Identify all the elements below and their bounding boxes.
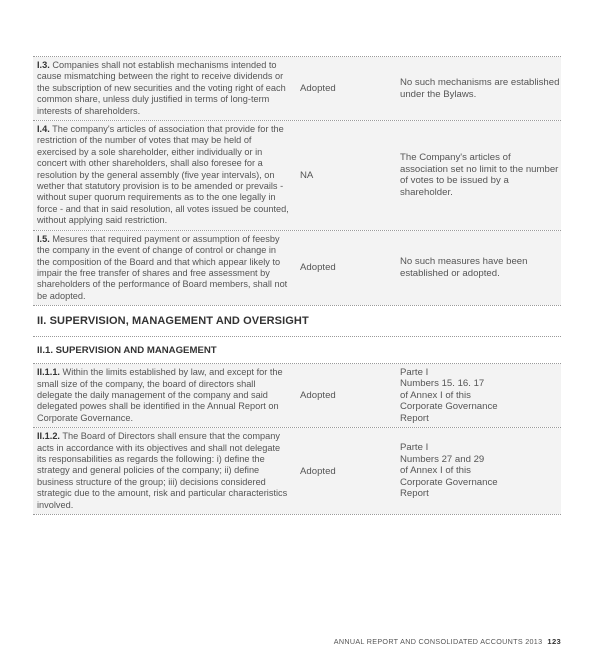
section-title: II. SUPERVISION, MANAGEMENT AND OVERSIGHT [37, 315, 309, 328]
compliance-note: No such mechanisms are established under the Bylaws. [400, 76, 560, 100]
recommendation-body: The Board of Directors shall ensure that the company acts in accordance with its objectives and shall not delegate its responsabilities as regards the following: i) define the strategy and general policies of the company; ii) define business structure of the group; iii) decisions considered strategic due to the amount, risk and particular characteristics involved. [37, 431, 288, 510]
governance-table [33, 56, 561, 515]
footer-title: ANNUAL REPORT AND CONSOLIDATED ACCOUNTS 2013 [333, 637, 543, 646]
subsection-title: II.1. SUPERVISION AND MANAGEMENT [37, 345, 217, 357]
recommendations-group-ii [33, 364, 561, 515]
page-footer [334, 637, 561, 646]
recommendation-code: I.5. [37, 233, 50, 244]
recommendation-code: I.3. [37, 60, 50, 70]
recommendation-code: I.4. [37, 124, 50, 135]
recommendation-body: Companies shall not establish mechanisms intended to cause mismatching between the right to receive dividends or the subscription of new securities and the voting right of each common share, unless duly justified in terms of long-term interests of shareholders. [37, 60, 286, 116]
recommendation-text [33, 364, 294, 427]
recommendation-body: The company's articles of association that provide for the restriction of the number of votes that may be held of exercised by a sole shareholder, either individually or in concert with other shareholders, shall also foresee for a resolution by the general assembly (five year intervals), on wether that statutory provision is to be amended or prevails - without super quorum requirements as to the one legally in force - and that in said resolution, all votes issued be counted, without applying said restriction. [37, 124, 289, 226]
adoption-status: Adopted [300, 465, 336, 477]
adoption-status: Adopted [300, 262, 336, 274]
recommendation-row [33, 231, 561, 305]
recommendation-row [33, 121, 561, 230]
recommendation-row [33, 57, 561, 120]
recommendation-row [33, 364, 561, 427]
recommendation-body: Mesures that required payment or assumption of feesby the company in the event of change of control or change in the composition of the Board and that which appear likely to impair the free transfer of shares and free assessment by shareholders of the performance of Board members, shall not be adopted. [37, 233, 288, 301]
compliance-note: Parte I Numbers 27 and 29 of Annex I of this Corporate Governance Report [400, 442, 498, 500]
compliance-note: No such measures have been established or adopted. [400, 256, 528, 279]
page-number: 123 [547, 637, 561, 646]
recommendation-body: Within the limits established by law, and except for the small size of the company, the board of directors shall delegate the daily management of the company and said delegated powes shall be identified in the Annual Report on Corporate Governance. [37, 367, 283, 423]
recommendation-text [33, 231, 294, 305]
compliance-note: Parte I Numbers 15. 16. 17 of Annex I of this Corporate Governance Report [400, 366, 498, 425]
adoption-status: Adopted [300, 390, 336, 402]
recommendation-code: II.1.1. [37, 367, 60, 378]
adoption-status: Adopted [300, 83, 336, 95]
recommendation-code: II.1.2. [37, 431, 60, 442]
recommendation-row [33, 428, 561, 514]
recommendations-group-i [33, 57, 561, 306]
recommendation-text [33, 121, 294, 230]
adoption-status: NA [300, 169, 314, 181]
divider [33, 514, 561, 515]
compliance-note: The Company's articles of association set no limit to the number of votes to be issued by a shareholder. [400, 152, 559, 198]
recommendation-text [33, 428, 294, 514]
recommendation-text [33, 57, 294, 120]
